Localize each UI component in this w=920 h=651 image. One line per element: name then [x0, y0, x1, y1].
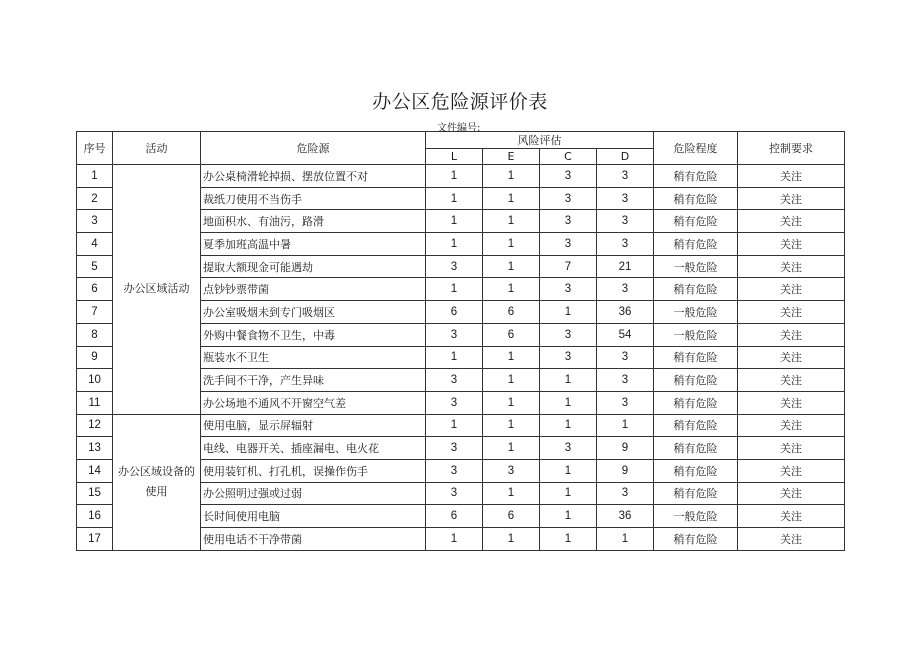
hazard-evaluation-table [76, 131, 845, 551]
header-control: 控制要求 [738, 132, 845, 165]
d-value: 1 [597, 528, 654, 551]
danger-level-cell: 稍有危险 [654, 528, 738, 551]
c-value: 1 [540, 459, 597, 482]
hazard-cell: 使用电话不干净带菌 [201, 528, 426, 551]
d-value: 3 [597, 391, 654, 414]
control-requirement-cell: 关注 [738, 255, 845, 278]
c-value: 3 [540, 187, 597, 210]
e-value: 1 [483, 391, 540, 414]
danger-level-cell: 一般危险 [654, 323, 738, 346]
control-requirement-cell: 关注 [738, 505, 845, 528]
control-requirement-cell: 关注 [738, 437, 845, 460]
c-value: 3 [540, 165, 597, 188]
header-danger-level: 危险程度 [654, 132, 738, 165]
e-value: 6 [483, 323, 540, 346]
l-value: 1 [426, 346, 483, 369]
c-value: 3 [540, 278, 597, 301]
hazard-cell: 提取大额现金可能遇劫 [201, 255, 426, 278]
row-number: 2 [77, 187, 113, 210]
hazard-cell: 办公室吸烟未到专门吸烟区 [201, 301, 426, 324]
c-value: 1 [540, 369, 597, 392]
c-value: 3 [540, 437, 597, 460]
control-requirement-cell: 关注 [738, 210, 845, 233]
header-e: E [483, 149, 540, 165]
control-requirement-cell: 关注 [738, 391, 845, 414]
danger-level-cell: 稍有危险 [654, 346, 738, 369]
activity-cell: 办公区域设备的使用 [113, 414, 201, 550]
d-value: 3 [597, 210, 654, 233]
c-value: 1 [540, 482, 597, 505]
d-value: 36 [597, 505, 654, 528]
l-value: 1 [426, 187, 483, 210]
c-value: 3 [540, 323, 597, 346]
c-value: 3 [540, 233, 597, 256]
header-activity: 活动 [113, 132, 201, 165]
l-value: 3 [426, 459, 483, 482]
control-requirement-cell: 关注 [738, 301, 845, 324]
hazard-cell: 电线、电器开关、插座漏电、电火花 [201, 437, 426, 460]
row-number: 8 [77, 323, 113, 346]
danger-level-cell: 稍有危险 [654, 165, 738, 188]
table-body [77, 165, 845, 551]
l-value: 1 [426, 414, 483, 437]
row-number: 17 [77, 528, 113, 551]
danger-level-cell: 一般危险 [654, 301, 738, 324]
l-value: 3 [426, 391, 483, 414]
row-number: 16 [77, 505, 113, 528]
header-row-1 [77, 132, 845, 149]
header-c: C [540, 149, 597, 165]
d-value: 3 [597, 346, 654, 369]
row-number: 10 [77, 369, 113, 392]
l-value: 3 [426, 482, 483, 505]
d-value: 9 [597, 437, 654, 460]
row-number: 5 [77, 255, 113, 278]
row-number: 7 [77, 301, 113, 324]
header-d: D [597, 149, 654, 165]
danger-level-cell: 稍有危险 [654, 414, 738, 437]
e-value: 1 [483, 528, 540, 551]
l-value: 1 [426, 528, 483, 551]
file-number-label: 文件编号: [437, 123, 481, 134]
hazard-cell: 长时间使用电脑 [201, 505, 426, 528]
e-value: 1 [483, 187, 540, 210]
d-value: 3 [597, 233, 654, 256]
e-value: 1 [483, 346, 540, 369]
row-number: 3 [77, 210, 113, 233]
row-number: 1 [77, 165, 113, 188]
c-value: 3 [540, 210, 597, 233]
d-value: 1 [597, 414, 654, 437]
control-requirement-cell: 关注 [738, 165, 845, 188]
e-value: 1 [483, 482, 540, 505]
l-value: 1 [426, 233, 483, 256]
control-requirement-cell: 关注 [738, 278, 845, 301]
hazard-cell: 外购中餐食物不卫生，中毒 [201, 323, 426, 346]
table-row [77, 165, 845, 188]
header-hazard: 危险源 [201, 132, 426, 165]
hazard-cell: 洗手间不干净，产生异味 [201, 369, 426, 392]
e-value: 6 [483, 505, 540, 528]
control-requirement-cell: 关注 [738, 346, 845, 369]
danger-level-cell: 稍有危险 [654, 210, 738, 233]
danger-level-cell: 一般危险 [654, 505, 738, 528]
l-value: 3 [426, 369, 483, 392]
control-requirement-cell: 关注 [738, 482, 845, 505]
d-value: 3 [597, 369, 654, 392]
danger-level-cell: 稍有危险 [654, 391, 738, 414]
hazard-cell: 使用电脑，显示屏辐射 [201, 414, 426, 437]
c-value: 1 [540, 301, 597, 324]
row-number: 13 [77, 437, 113, 460]
l-value: 3 [426, 255, 483, 278]
control-requirement-cell: 关注 [738, 233, 845, 256]
e-value: 6 [483, 301, 540, 324]
l-value: 1 [426, 210, 483, 233]
c-value: 3 [540, 346, 597, 369]
e-value: 1 [483, 414, 540, 437]
d-value: 3 [597, 187, 654, 210]
e-value: 1 [483, 278, 540, 301]
row-number: 14 [77, 459, 113, 482]
control-requirement-cell: 关注 [738, 369, 845, 392]
control-requirement-cell: 关注 [738, 323, 845, 346]
row-number: 11 [77, 391, 113, 414]
l-value: 3 [426, 437, 483, 460]
hazard-cell: 地面积水、有油污，路滑 [201, 210, 426, 233]
header-l: L [426, 149, 483, 165]
control-requirement-cell: 关注 [738, 187, 845, 210]
header-risk-assessment: 风险评估 [426, 132, 654, 149]
d-value: 36 [597, 301, 654, 324]
e-value: 1 [483, 369, 540, 392]
c-value: 1 [540, 391, 597, 414]
activity-cell: 办公区域活动 [113, 165, 201, 415]
danger-level-cell: 稍有危险 [654, 482, 738, 505]
row-number: 4 [77, 233, 113, 256]
page-title: 办公区危险源评价表 [372, 91, 548, 113]
d-value: 54 [597, 323, 654, 346]
danger-level-cell: 一般危险 [654, 255, 738, 278]
row-number: 12 [77, 414, 113, 437]
danger-level-cell: 稍有危险 [654, 459, 738, 482]
e-value: 1 [483, 165, 540, 188]
c-value: 1 [540, 528, 597, 551]
d-value: 21 [597, 255, 654, 278]
d-value: 3 [597, 278, 654, 301]
d-value: 3 [597, 165, 654, 188]
l-value: 1 [426, 165, 483, 188]
e-value: 1 [483, 210, 540, 233]
hazard-cell: 点钞钞票带菌 [201, 278, 426, 301]
d-value: 3 [597, 482, 654, 505]
row-number: 6 [77, 278, 113, 301]
header-seq: 序号 [77, 132, 113, 165]
c-value: 1 [540, 505, 597, 528]
row-number: 9 [77, 346, 113, 369]
danger-level-cell: 稍有危险 [654, 233, 738, 256]
control-requirement-cell: 关注 [738, 528, 845, 551]
l-value: 6 [426, 301, 483, 324]
control-requirement-cell: 关注 [738, 414, 845, 437]
hazard-cell: 办公桌椅滑轮掉损、摆放位置不对 [201, 165, 426, 188]
e-value: 1 [483, 437, 540, 460]
danger-level-cell: 稍有危险 [654, 369, 738, 392]
hazard-cell: 办公照明过强或过弱 [201, 482, 426, 505]
e-value: 1 [483, 255, 540, 278]
c-value: 7 [540, 255, 597, 278]
danger-level-cell: 稍有危险 [654, 278, 738, 301]
e-value: 1 [483, 233, 540, 256]
c-value: 1 [540, 414, 597, 437]
l-value: 3 [426, 323, 483, 346]
l-value: 1 [426, 278, 483, 301]
row-number: 15 [77, 482, 113, 505]
hazard-cell: 裁纸刀使用不当伤手 [201, 187, 426, 210]
hazard-cell: 使用装钉机、打孔机，误操作伤手 [201, 459, 426, 482]
e-value: 3 [483, 459, 540, 482]
hazard-cell: 办公场地不通风不开窗空气差 [201, 391, 426, 414]
hazard-cell: 夏季加班高温中暑 [201, 233, 426, 256]
danger-level-cell: 稍有危险 [654, 187, 738, 210]
l-value: 6 [426, 505, 483, 528]
danger-level-cell: 稍有危险 [654, 437, 738, 460]
control-requirement-cell: 关注 [738, 459, 845, 482]
table-row [77, 414, 845, 437]
d-value: 9 [597, 459, 654, 482]
hazard-cell: 瓶装水不卫生 [201, 346, 426, 369]
